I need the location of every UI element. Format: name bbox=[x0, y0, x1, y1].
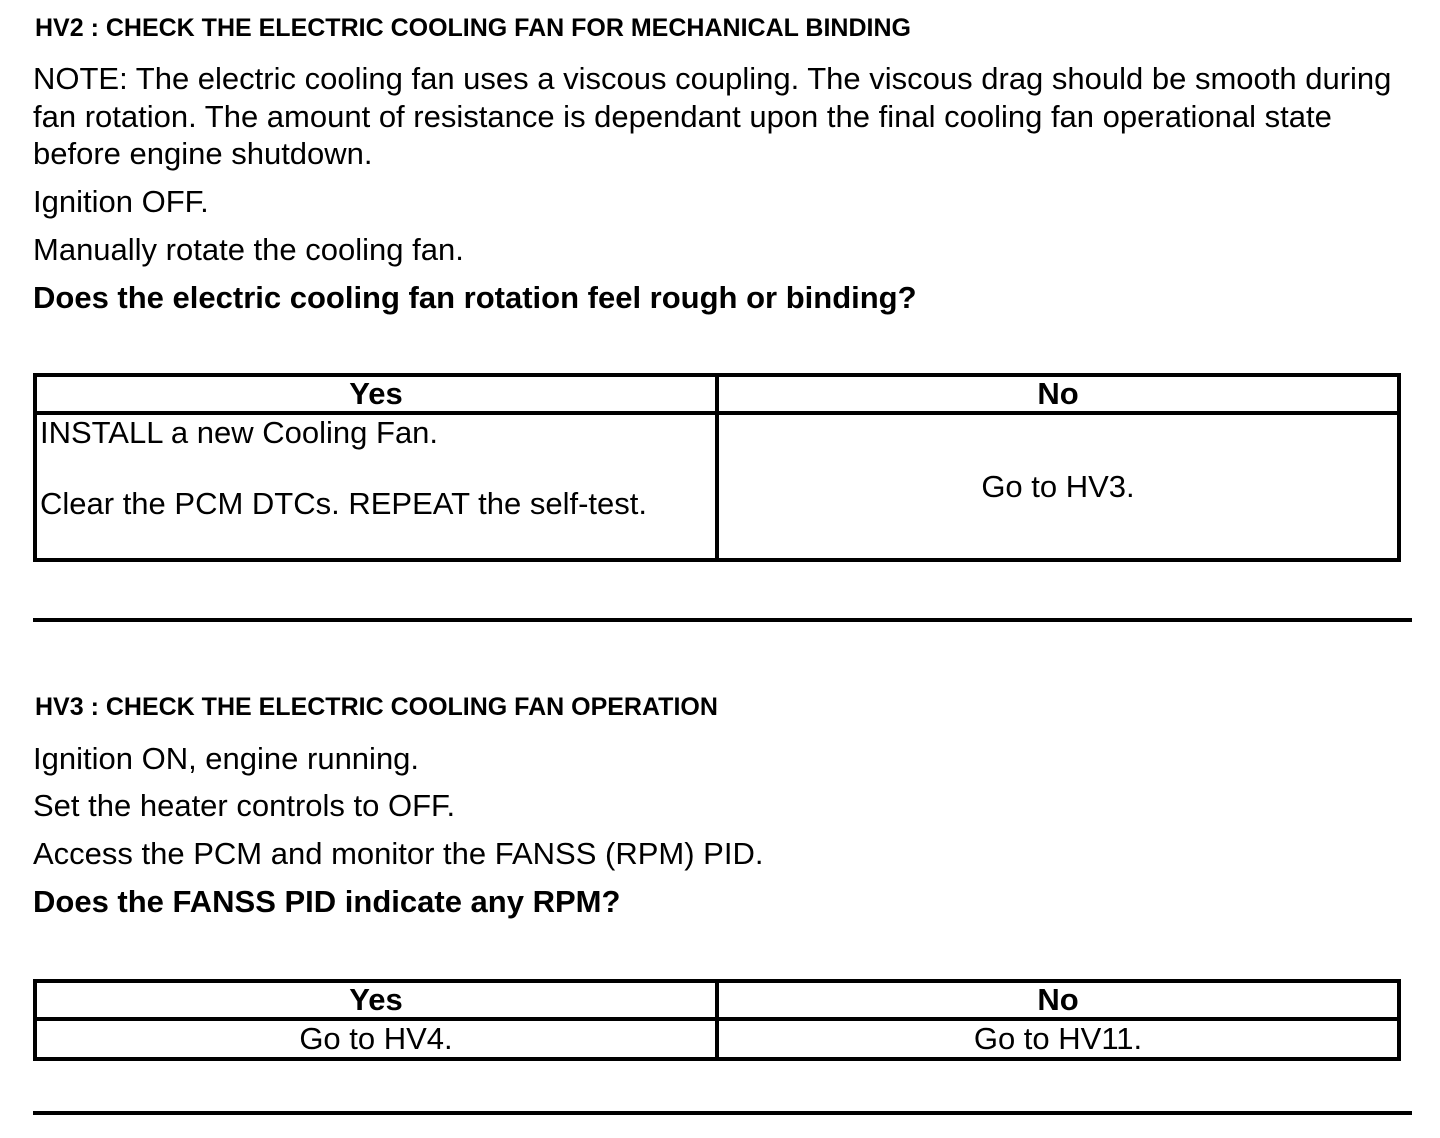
hv2-step-2: Manually rotate the cooling fan. bbox=[33, 232, 464, 267]
hv3-step-1: Ignition ON, engine running. bbox=[33, 741, 420, 776]
hv2-title: HV2 : CHECK THE ELECTRIC COOLING FAN FOR MECHANICAL BINDING bbox=[35, 14, 911, 42]
hv3-no-cell: Go to HV11. bbox=[717, 1019, 1399, 1059]
hv3-title: HV3 : CHECK THE ELECTRIC COOLING FAN OPERATION bbox=[35, 693, 718, 721]
hv2-yes-no-table bbox=[33, 373, 1401, 562]
hv2-question: Does the electric cooling fan rotation feel rough or binding? bbox=[33, 280, 917, 315]
hv3-no-header: No bbox=[717, 981, 1399, 1019]
hv2-yes-line-2: Clear the PCM DTCs. REPEAT the self-test. bbox=[40, 486, 647, 521]
hv3-question: Does the FANSS PID indicate any RPM? bbox=[33, 884, 621, 919]
hv3-step-2: Set the heater controls to OFF. bbox=[33, 788, 456, 823]
hv2-yes-cell bbox=[35, 413, 717, 560]
hv3-yes-no-table bbox=[33, 979, 1401, 1061]
hv2-yes-header: Yes bbox=[35, 375, 717, 413]
hv2-section-divider bbox=[33, 618, 1412, 622]
hv3-yes-cell: Go to HV4. bbox=[35, 1019, 717, 1059]
hv3-section-divider bbox=[33, 1111, 1412, 1115]
hv3-yes-header: Yes bbox=[35, 981, 717, 1019]
hv2-note: NOTE: The electric cooling fan uses a viscous coupling. The viscous drag should be smooth during fan rotation. The amount of resistance is dependant upon the final cooling fan operational state before engine shutdown. bbox=[33, 61, 1392, 171]
hv3-step-3: Access the PCM and monitor the FANSS (RPM) PID. bbox=[33, 836, 764, 871]
hv2-yes-line-1: INSTALL a new Cooling Fan. bbox=[40, 415, 439, 450]
hv2-no-header: No bbox=[717, 375, 1399, 413]
hv2-no-cell: Go to HV3. bbox=[717, 413, 1399, 560]
hv2-step-1: Ignition OFF. bbox=[33, 184, 209, 219]
